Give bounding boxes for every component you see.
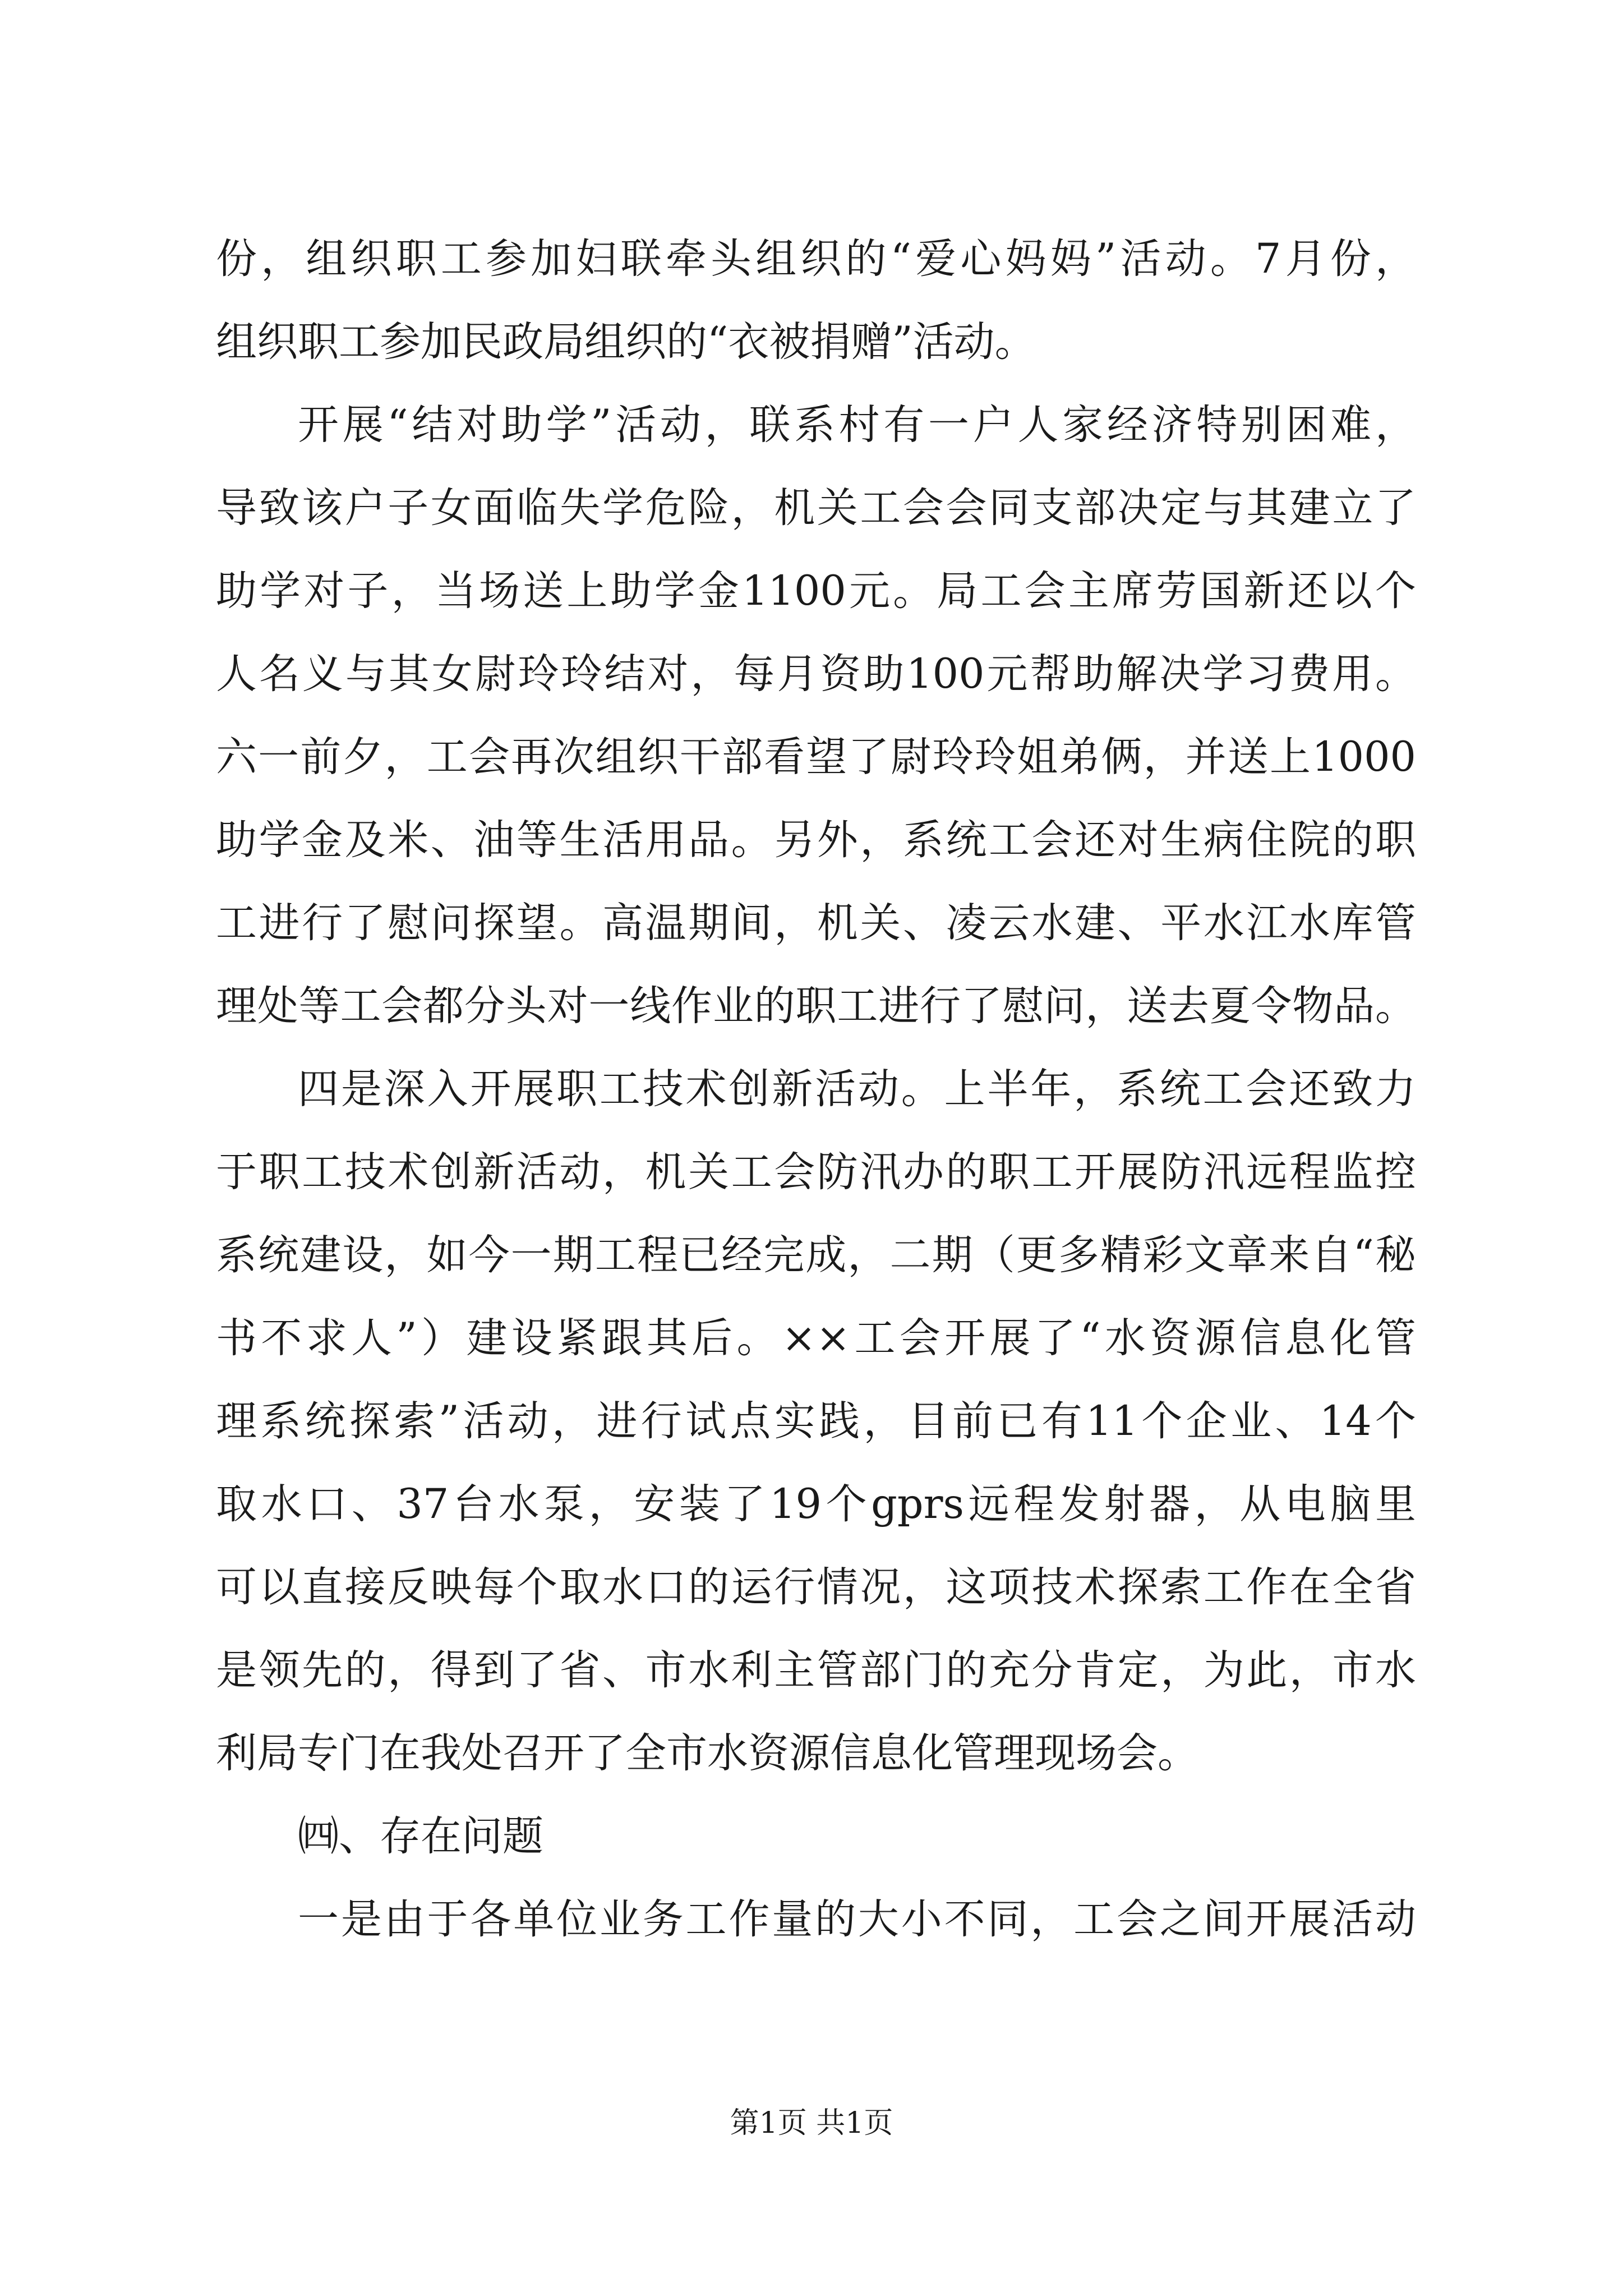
page-footer: 第1页 共1页 <box>730 2106 893 2140</box>
paragraph-start-line: 一是由于各单位业务工作量的大小不同，工会之间开展活动 <box>298 1895 1416 1943</box>
text-line: 于职工技术创新活动，机关工会防汛办的职工开展防汛远程监控 <box>216 1148 1416 1196</box>
text-line: 取水口、37台水泵，安装了19个gprs远程发射器，从电脑里 <box>216 1480 1416 1528</box>
text-line: 利局专门在我处召开了全市水资源信息化管理现场会。 <box>216 1729 1198 1777</box>
text-line: 是领先的，得到了省、市水利主管部门的充分肯定，为此，市水 <box>216 1646 1416 1694</box>
section-heading: ㈣、存在问题 <box>298 1812 543 1860</box>
document-body <box>216 218 1416 1961</box>
paragraph-start-line: 四是深入开展职工技术创新活动。上半年，系统工会还致力 <box>298 1065 1416 1113</box>
text-line: 系统建设，如今一期工程已经完成，二期（更多精彩文章来自“秘 <box>216 1231 1416 1279</box>
text-line: 可以直接反映每个取水口的运行情况，这项技术探索工作在全省 <box>216 1563 1416 1611</box>
text-line: 组织职工参加民政局组织的“衣被捐赠”活动。 <box>216 318 1036 366</box>
text-line: 助学对子，当场送上助学金1100元。局工会主席劳国新还以个 <box>216 567 1416 615</box>
paragraph-start-line: 开展“结对助学”活动，联系村有一户人家经济特别困难， <box>298 401 1416 449</box>
text-line: 理系统探索”活动，进行试点实践，目前已有11个企业、14个 <box>216 1397 1416 1445</box>
text-line: 工进行了慰问探望。高温期间，机关、凌云水建、平水江水库管 <box>216 899 1416 947</box>
text-line: 六一前夕，工会再次组织干部看望了尉玲玲姐弟俩，并送上1000 <box>216 733 1416 781</box>
text-line: 导致该户子女面临失学危险，机关工会会同支部决定与其建立了 <box>216 484 1416 532</box>
text-line: 份，组织职工参加妇联牵头组织的“爱心妈妈”活动。7月份， <box>216 235 1416 283</box>
text-line: 理处等工会都分头对一线作业的职工进行了慰问，送去夏令物品。 <box>216 982 1416 1030</box>
text-line: 助学金及米、油等生活用品。另外，系统工会还对生病住院的职 <box>216 816 1416 864</box>
text-line: 书不求人”）建设紧跟其后。××工会开展了“水资源信息化管 <box>216 1314 1416 1362</box>
text-line: 人名义与其女尉玲玲结对，每月资助100元帮助解决学习费用。 <box>216 650 1416 698</box>
